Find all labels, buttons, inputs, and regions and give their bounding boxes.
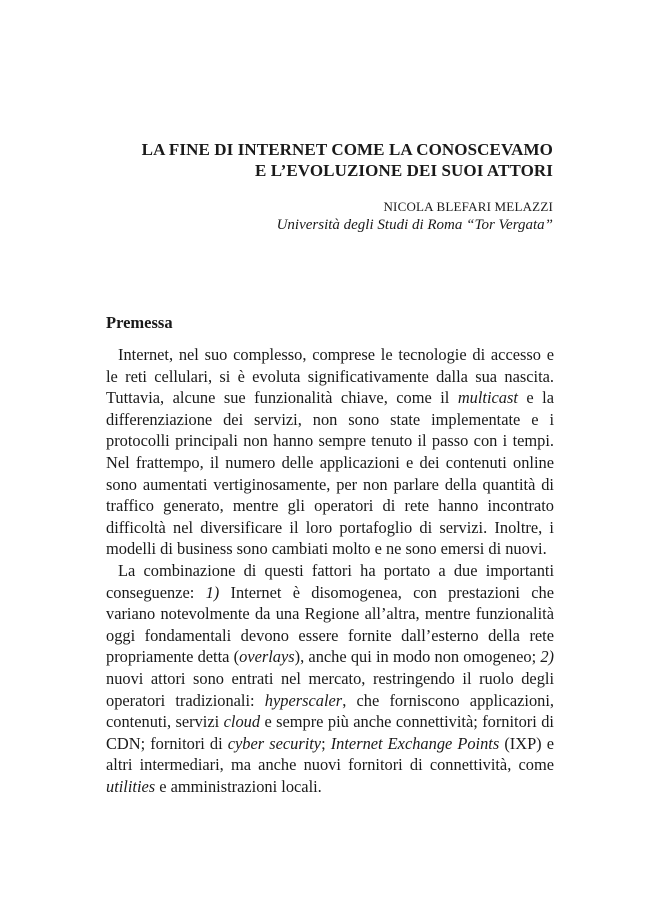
article-title-line-1: LA FINE DI INTERNET COME LA CONOSCEVAMO <box>141 140 553 159</box>
paragraph-2-text-9: e amministrazioni locali. <box>155 776 322 796</box>
paragraph-1-italic-multicast: multicast <box>457 388 518 408</box>
paragraph-1-text-a: Internet, nel suo complesso, comprese le tecnologie di accesso e le reti cellulari, si è evoluta significativamente dalla sua nascita. Tuttavia, alcune sue funzionalità chiave, come il <box>106 345 554 408</box>
paragraph-1 <box>106 344 554 560</box>
author-affiliation: Università degli Studi di Roma “Tor Vergata” <box>276 217 553 233</box>
author-name: NICOLA BLEFARI MELAZZI <box>383 199 553 214</box>
section-heading: Premessa <box>106 313 173 332</box>
article-title-line-2: E L’EVOLUZIONE DEI SUOI ATTORI <box>254 161 553 180</box>
paragraph-2-text-5: , che forniscono applicazioni, contenuti, servizi <box>106 690 554 732</box>
title-block <box>100 139 553 235</box>
paragraph-2-text-7: ; <box>321 733 331 753</box>
paragraph-2-text-3: ), anche qui in modo non omogeneo; <box>294 647 541 667</box>
paragraph-2-italic-hyperscaler: hyperscaler <box>264 690 343 710</box>
paragraph-2-italic-overlays: overlays <box>239 647 295 667</box>
paragraph-2 <box>106 560 554 798</box>
paragraph-2-text-6: e sempre più anche connettività; fornitori di CDN; fornitori di <box>106 712 554 753</box>
body-text <box>106 344 554 797</box>
paragraph-2-italic-2: 2) <box>540 647 555 667</box>
paragraph-1-text-b: e la differenziazione dei servizi, non sono state implementate e i protocolli principali non hanno sempre tenuto il passo con i tempi. Nel frattempo, il numero delle applicazioni e dei contenuti online sono aumentati vertiginosamente, per non parlare della quantità di traffico generato, mentre gli operatori di rete hanno incontrato difficoltà nel diversificare il loro portafoglio di servizi. Inoltre, i modelli di business sono cambiati molto e ne sono emersi di nuovi. <box>106 388 554 559</box>
paragraph-2-text-2: Internet è disomogenea, con prestazioni che variano notevolmente da una Regione all’altra, mentre funzionalità oggi fondamentali devono essere fornite dall’esterno della rete propriamente detta ( <box>106 582 554 667</box>
paragraph-2-italic-1: 1) <box>205 582 220 602</box>
paragraph-2-italic-cloud: cloud <box>223 712 261 732</box>
paragraph-2-italic-cyber-security: cyber security <box>227 733 322 753</box>
paragraph-2-text-1: La combinazione di questi fattori ha portato a due importanti conseguenze: <box>106 560 554 602</box>
paragraph-2-text-4: nuovi attori sono entrati nel mercato, restringendo il ruolo degli operatori tradizionali: <box>106 668 554 710</box>
paragraph-2-italic-ixp: Internet Exchange Points <box>330 733 500 753</box>
paragraph-2-text-8: (IXP) e altri intermediari, ma anche nuovi fornitori di connettività, come <box>106 733 554 775</box>
paragraph-2-italic-utilities: utilities <box>106 776 156 796</box>
